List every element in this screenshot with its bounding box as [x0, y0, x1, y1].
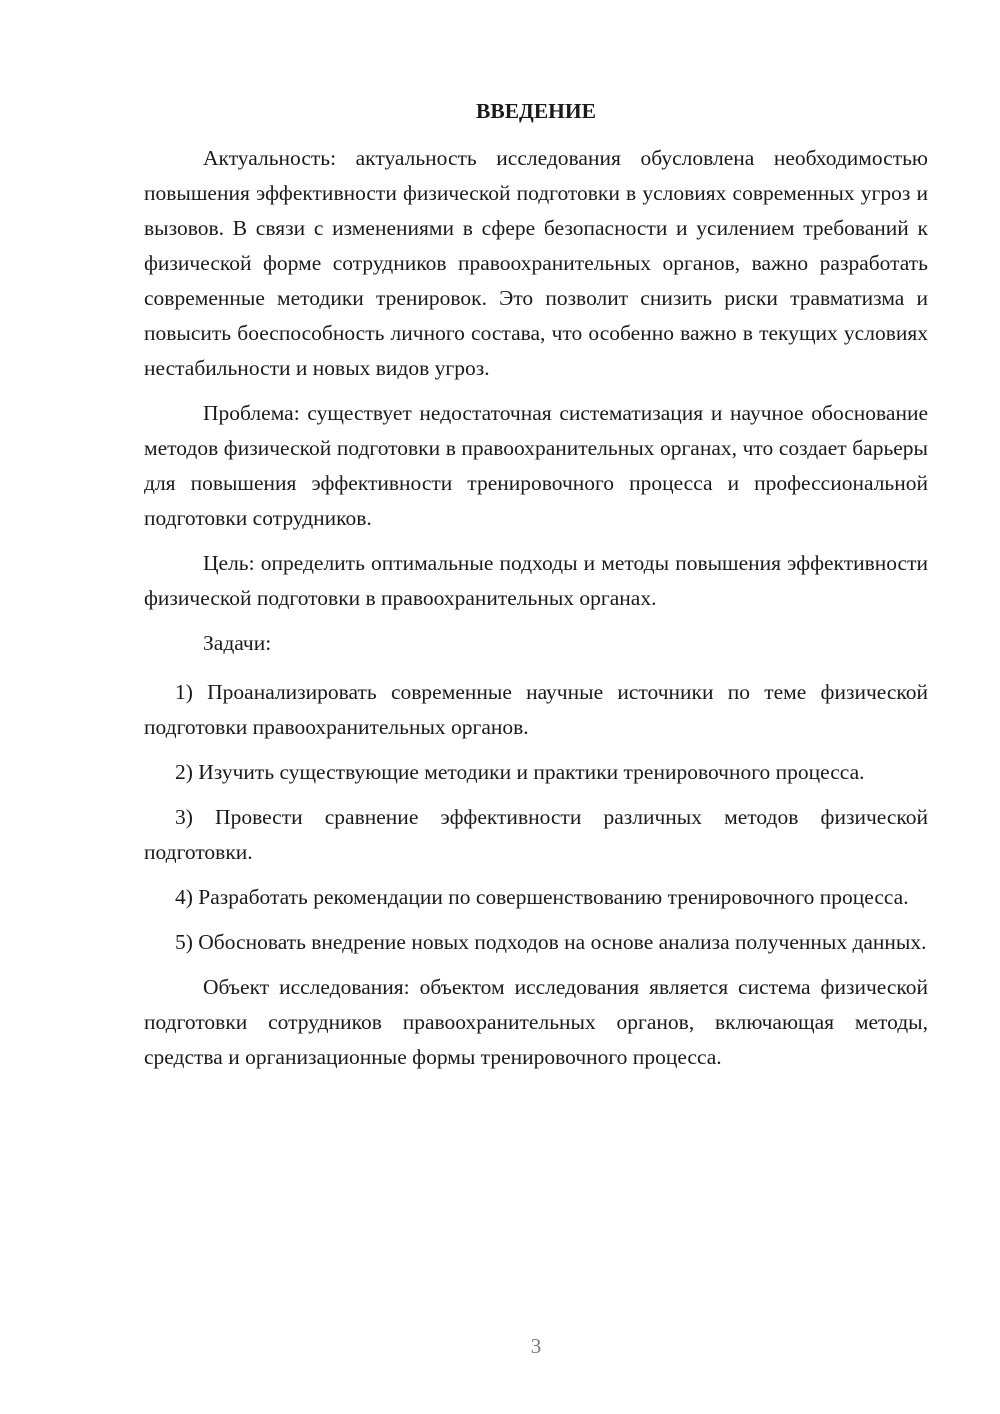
tasks-label: Задачи: — [203, 631, 272, 655]
paragraph-problem: Проблема: существует недостаточная систематизация и научное обоснование методов физической подготовки в правоохранительных органах, что создает барьеры для повышения эффективности тренировочного процесса и профессиональной подготовки сотрудников. — [144, 401, 928, 530]
task-item-4: 4) Разработать рекомендации по совершенствованию тренировочного процесса. — [175, 885, 909, 909]
task-item-3: 3) Провести сравнение эффективности различных методов физической подготовки. — [144, 805, 928, 864]
section-heading: ВВЕДЕНИЕ — [476, 99, 596, 123]
page-number: 3 — [530, 1334, 542, 1358]
paragraph-object: Объект исследования: объектом исследования является система физической подготовки сотрудников правоохранительных органов, включающая методы, средства и организационные формы тренировочного процесса. — [144, 975, 928, 1069]
document-page — [144, 94, 928, 1085]
task-item-5: 5) Обосновать внедрение новых подходов на основе анализа полученных данных. — [175, 930, 927, 954]
paragraph-relevance: Актуальность: актуальность исследования обусловлена необходимостью повышения эффективности физической подготовки в условиях современных угроз и вызовов. В связи с изменениями в сфере безопасности и усилением требований к физической форме сотрудников правоохранительных органов, важно разработать современные методики тренировок. Это позволит снизить риски травматизма и повысить боеспособность личного состава, что особенно важно в текущих условиях нестабильности и новых видов угроз. — [144, 146, 928, 380]
task-item-2: 2) Изучить существующие методики и практики тренировочного процесса. — [175, 760, 865, 784]
task-item-1: 1) Проанализировать современные научные источники по теме физической подготовки правоохранительных органов. — [144, 680, 928, 739]
paragraph-goal: Цель: определить оптимальные подходы и методы повышения эффективности физической подготовки в правоохранительных органах. — [144, 551, 928, 610]
